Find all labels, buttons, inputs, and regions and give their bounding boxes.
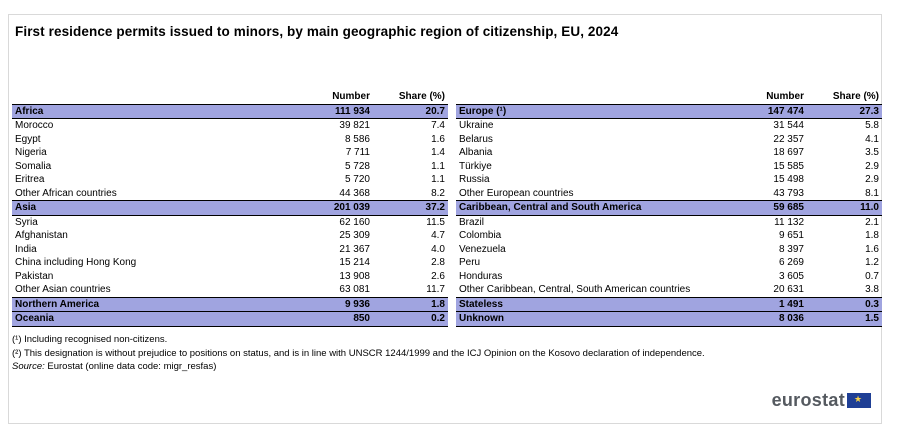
row-share: 0.2 bbox=[373, 312, 448, 327]
row-number: 15 214 bbox=[339, 257, 370, 268]
row-label: Belarus bbox=[459, 133, 493, 145]
region-row bbox=[12, 297, 448, 312]
figure-title: First residence permits issued to minors, by main geographic region of citizenship, EU, 2024 bbox=[15, 24, 619, 39]
row-number: 18 697 bbox=[773, 147, 804, 158]
row-label: Venezuela bbox=[459, 243, 506, 255]
row-number: 111 934 bbox=[278, 104, 373, 119]
row-number: 62 160 bbox=[339, 216, 370, 228]
country-row bbox=[456, 243, 882, 257]
row-number: 9 651 bbox=[778, 230, 804, 241]
row-number: 9 936 bbox=[278, 297, 373, 312]
country-row bbox=[12, 160, 448, 174]
row-number: 1 491 bbox=[718, 297, 807, 312]
country-row bbox=[456, 187, 882, 201]
row-share: 8.2 bbox=[431, 187, 445, 199]
row-label: Türkiye bbox=[459, 160, 492, 172]
row-number: 5 728 bbox=[344, 160, 370, 172]
row-number: 44 368 bbox=[339, 187, 370, 199]
country-row bbox=[456, 283, 882, 297]
row-share: 4.7 bbox=[431, 230, 445, 241]
eurostat-logo-text: eurostat bbox=[771, 390, 845, 410]
country-row bbox=[12, 187, 448, 201]
country-row bbox=[12, 173, 448, 187]
country-row bbox=[12, 215, 448, 229]
row-label: Northern America bbox=[12, 297, 278, 312]
row-share: 27.3 bbox=[807, 104, 882, 119]
row-share: 2.9 bbox=[865, 160, 879, 172]
region-row bbox=[12, 312, 448, 327]
row-label: Colombia bbox=[459, 230, 502, 241]
row-label: Somalia bbox=[15, 160, 52, 172]
country-row bbox=[456, 173, 882, 187]
row-label: Brazil bbox=[459, 216, 485, 228]
row-label: Other European countries bbox=[459, 187, 574, 199]
region-row bbox=[12, 104, 448, 119]
country-row bbox=[12, 119, 448, 133]
country-row bbox=[456, 119, 882, 133]
row-share: 11.0 bbox=[807, 201, 882, 216]
number-header: Number bbox=[278, 90, 373, 104]
source-label: Source: bbox=[12, 361, 45, 372]
row-number: 7 711 bbox=[345, 147, 370, 158]
row-label: Ukraine bbox=[459, 120, 494, 131]
country-row bbox=[12, 229, 448, 243]
country-row bbox=[12, 243, 448, 257]
row-share: 1.5 bbox=[807, 312, 882, 327]
left-table-header bbox=[12, 90, 448, 104]
region-row bbox=[456, 297, 882, 312]
right-table bbox=[456, 90, 882, 327]
country-row bbox=[456, 256, 882, 270]
country-row bbox=[12, 133, 448, 147]
row-number: 3 605 bbox=[778, 270, 804, 282]
country-row bbox=[456, 160, 882, 174]
row-label: Unknown bbox=[456, 312, 718, 327]
row-number: 22 357 bbox=[773, 133, 804, 145]
row-label: Other Caribbean, Central, South American countries bbox=[459, 284, 691, 295]
row-label: Eritrea bbox=[15, 174, 45, 185]
row-label: Africa bbox=[12, 104, 278, 119]
row-number: 5 720 bbox=[344, 174, 370, 185]
footnote-1: (¹) Including recognised non-citizens. bbox=[12, 334, 168, 345]
source-line bbox=[12, 360, 705, 374]
eu-flag-icon bbox=[847, 393, 871, 408]
row-share: 1.2 bbox=[865, 257, 879, 268]
row-label: China including Hong Kong bbox=[15, 257, 137, 268]
region-row bbox=[456, 104, 882, 119]
row-label: Pakistan bbox=[15, 270, 54, 282]
row-number: 15 498 bbox=[773, 174, 804, 185]
row-number: 850 bbox=[278, 312, 373, 327]
row-share: 5.8 bbox=[865, 120, 879, 131]
row-share: 2.9 bbox=[865, 174, 879, 185]
label-header bbox=[456, 90, 718, 104]
country-row bbox=[456, 270, 882, 284]
country-row bbox=[12, 256, 448, 270]
row-share: 1.8 bbox=[865, 230, 879, 241]
row-share: 1.6 bbox=[865, 243, 879, 255]
row-label: Oceania bbox=[12, 312, 278, 327]
row-label: Morocco bbox=[15, 120, 54, 131]
row-label: Afghanistan bbox=[15, 230, 68, 241]
row-number: 31 544 bbox=[773, 120, 804, 131]
row-share: 1.8 bbox=[373, 297, 448, 312]
row-number: 63 081 bbox=[339, 284, 370, 295]
row-number: 59 685 bbox=[718, 201, 807, 216]
row-share: 0.7 bbox=[865, 270, 879, 282]
row-share: 2.6 bbox=[431, 270, 445, 282]
row-number: 43 793 bbox=[773, 187, 804, 199]
row-number: 147 474 bbox=[718, 104, 807, 119]
row-label: Asia bbox=[12, 201, 278, 216]
row-number: 15 585 bbox=[773, 160, 804, 172]
row-label: Other Asian countries bbox=[15, 284, 111, 295]
row-number: 8 036 bbox=[718, 312, 807, 327]
row-share: 4.1 bbox=[865, 133, 879, 145]
row-share: 8.1 bbox=[865, 187, 879, 199]
share-header: Share (%) bbox=[373, 90, 448, 104]
row-share: 2.8 bbox=[431, 257, 445, 268]
number-header: Number bbox=[718, 90, 807, 104]
row-label: Other African countries bbox=[15, 187, 117, 199]
row-number: 13 908 bbox=[339, 270, 370, 282]
row-label: Nigeria bbox=[15, 147, 47, 158]
row-share: 3.8 bbox=[865, 284, 879, 295]
row-number: 6 269 bbox=[778, 257, 804, 268]
source-text: Eurostat (online data code: migr_resfas) bbox=[47, 361, 217, 372]
row-label: Russia bbox=[459, 174, 490, 185]
region-row bbox=[456, 201, 882, 216]
row-share: 1.1 bbox=[431, 160, 445, 172]
row-number: 21 367 bbox=[339, 243, 370, 255]
country-row bbox=[456, 215, 882, 229]
right-table-header bbox=[456, 90, 882, 104]
footnotes bbox=[12, 333, 705, 374]
row-share: 20.7 bbox=[373, 104, 448, 119]
country-row bbox=[12, 270, 448, 284]
country-row bbox=[456, 229, 882, 243]
label-header bbox=[12, 90, 278, 104]
row-label: Honduras bbox=[459, 270, 503, 282]
country-row bbox=[456, 133, 882, 147]
row-label: Europe (¹) bbox=[456, 104, 718, 119]
row-share: 3.5 bbox=[865, 147, 879, 158]
left-table bbox=[12, 90, 448, 327]
row-share: 7.4 bbox=[431, 120, 445, 131]
row-label: Stateless bbox=[456, 297, 718, 312]
footnote-2: (²) This designation is without prejudice to positions on status, and is in line with UNSCR 1244/1999 and the ICJ Opinion on the Kosovo declaration of independence. bbox=[12, 347, 705, 359]
share-header: Share (%) bbox=[807, 90, 882, 104]
row-number: 8 586 bbox=[344, 133, 370, 145]
row-number: 20 631 bbox=[773, 284, 804, 295]
row-number: 201 039 bbox=[278, 201, 373, 216]
region-row bbox=[456, 312, 882, 327]
row-share: 1.6 bbox=[431, 133, 445, 145]
country-row bbox=[12, 146, 448, 160]
row-share: 2.1 bbox=[865, 216, 879, 228]
row-label: Egypt bbox=[15, 133, 41, 145]
row-label: India bbox=[15, 243, 37, 255]
row-share: 0.3 bbox=[807, 297, 882, 312]
row-number: 11 132 bbox=[774, 216, 804, 228]
row-share: 11.7 bbox=[426, 284, 445, 295]
row-share: 1.1 bbox=[431, 174, 445, 185]
row-share: 4.0 bbox=[431, 243, 445, 255]
country-row bbox=[456, 146, 882, 160]
row-share: 37.2 bbox=[373, 201, 448, 216]
row-label: Peru bbox=[459, 257, 481, 268]
country-row bbox=[12, 283, 448, 297]
row-number: 25 309 bbox=[339, 230, 370, 241]
row-number: 39 821 bbox=[339, 120, 370, 131]
row-label: Caribbean, Central and South America bbox=[456, 201, 718, 216]
row-share: 1.4 bbox=[431, 147, 445, 158]
row-share: 11.5 bbox=[426, 216, 445, 228]
row-label: Albania bbox=[459, 147, 493, 158]
eurostat-logo bbox=[772, 390, 871, 411]
region-row bbox=[12, 201, 448, 216]
row-label: Syria bbox=[15, 216, 38, 228]
row-number: 8 397 bbox=[778, 243, 804, 255]
figure-frame bbox=[8, 14, 882, 424]
